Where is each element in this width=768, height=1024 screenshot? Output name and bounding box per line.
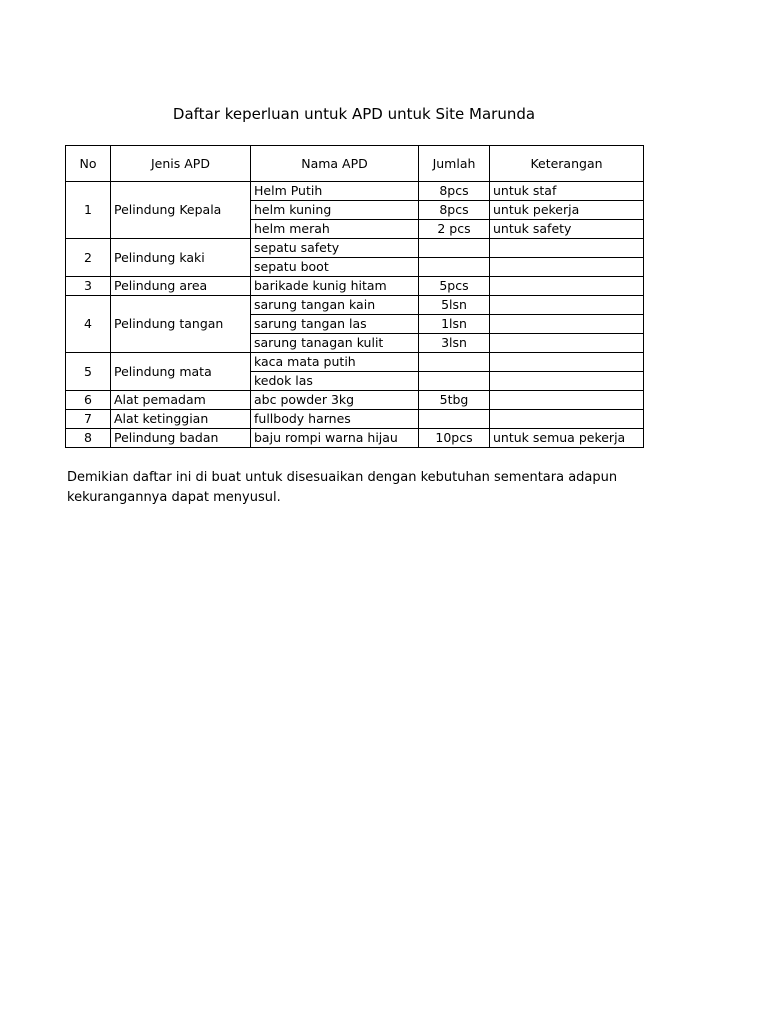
cell-nama-apd: sarung tangan las [251,315,419,334]
cell-keterangan [490,296,644,315]
table-row [66,429,644,448]
cell-keterangan: untuk semua pekerja [490,429,644,448]
cell-nama-apd: sepatu safety [251,239,419,258]
closing-note-line-1: Demikian daftar ini di buat untuk disesuaikan dengan kebutuhan sementara adapun [67,470,618,485]
cell-nama-apd: baju rompi warna hijau [251,429,419,448]
cell-keterangan [490,258,644,277]
cell-keterangan [490,391,644,410]
cell-jenis-apd: Alat ketinggian [111,410,251,429]
cell-jumlah: 5lsn [419,296,490,315]
cell-jumlah: 2 pcs [419,220,490,239]
cell-nama-apd: helm kuning [251,201,419,220]
cell-nama-apd: abc powder 3kg [251,391,419,410]
cell-jumlah: 10pcs [419,429,490,448]
header-keterangan: Keterangan [490,146,644,182]
cell-no: 4 [66,296,111,353]
cell-jumlah: 8pcs [419,182,490,201]
cell-nama-apd: barikade kunig hitam [251,277,419,296]
cell-no: 8 [66,429,111,448]
table-row [66,410,644,429]
cell-keterangan [490,277,644,296]
cell-jumlah [419,258,490,277]
cell-jumlah [419,372,490,391]
cell-nama-apd: sarung tangan kain [251,296,419,315]
header-nama-apd: Nama APD [251,146,419,182]
cell-jumlah: 8pcs [419,201,490,220]
cell-nama-apd: sepatu boot [251,258,419,277]
cell-jumlah [419,410,490,429]
cell-keterangan [490,334,644,353]
cell-nama-apd: fullbody harnes [251,410,419,429]
header-jumlah: Jumlah [419,146,490,182]
cell-no: 3 [66,277,111,296]
cell-nama-apd: helm merah [251,220,419,239]
closing-note [67,468,667,508]
cell-no: 6 [66,391,111,410]
cell-jenis-apd: Alat pemadam [111,391,251,410]
cell-jumlah [419,353,490,372]
table-row [66,182,644,201]
closing-note-line-2: kekurangannya dapat menyusul. [67,490,281,505]
table-row [66,296,644,315]
table-row [66,277,644,296]
cell-jenis-apd: Pelindung kaki [111,239,251,277]
cell-jumlah: 1lsn [419,315,490,334]
cell-keterangan: untuk staf [490,182,644,201]
cell-nama-apd: sarung tanagan kulit [251,334,419,353]
cell-no: 1 [66,182,111,239]
cell-jenis-apd: Pelindung tangan [111,296,251,353]
cell-jenis-apd: Pelindung area [111,277,251,296]
table-row [66,391,644,410]
cell-keterangan [490,353,644,372]
cell-jumlah: 5pcs [419,277,490,296]
cell-jenis-apd: Pelindung Kepala [111,182,251,239]
apd-table [65,145,644,448]
cell-jumlah [419,239,490,258]
document-title: Daftar keperluan untuk APD untuk Site Marunda [172,105,536,123]
table-row [66,239,644,258]
cell-jumlah: 3lsn [419,334,490,353]
table-row [66,353,644,372]
cell-jumlah: 5tbg [419,391,490,410]
table-header-row [66,146,644,182]
cell-nama-apd: kaca mata putih [251,353,419,372]
cell-keterangan: untuk pekerja [490,201,644,220]
cell-keterangan [490,372,644,391]
cell-nama-apd: Helm Putih [251,182,419,201]
table-body [66,182,644,448]
header-jenis-apd: Jenis APD [111,146,251,182]
cell-nama-apd: kedok las [251,372,419,391]
cell-no: 5 [66,353,111,391]
cell-keterangan [490,315,644,334]
cell-keterangan [490,239,644,258]
cell-no: 7 [66,410,111,429]
cell-jenis-apd: Pelindung badan [111,429,251,448]
header-no: No [66,146,111,182]
cell-keterangan [490,410,644,429]
cell-keterangan: untuk safety [490,220,644,239]
cell-no: 2 [66,239,111,277]
cell-jenis-apd: Pelindung mata [111,353,251,391]
